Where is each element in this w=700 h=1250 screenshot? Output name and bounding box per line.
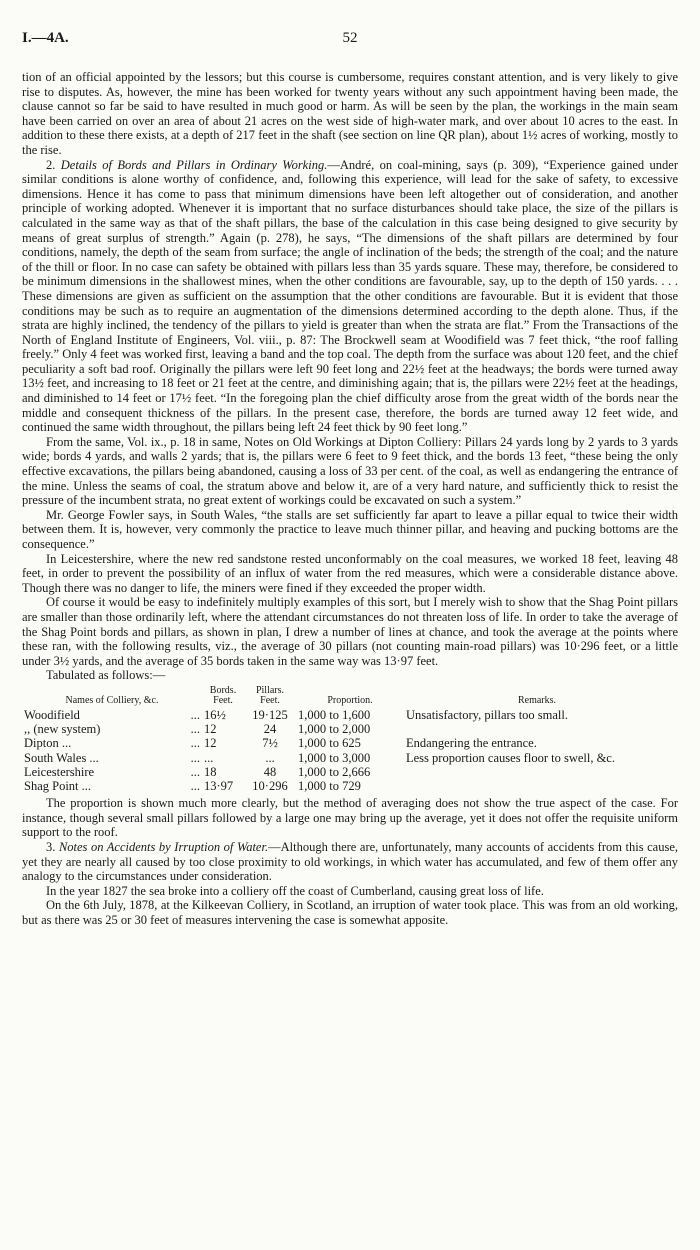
- row-dots: ...: [190, 750, 200, 765]
- paragraph-7: The proportion is shown much more clearly, but the method of averaging does not show the true aspect of the case. For instance, though several small pillars followed by a large one may bring up the average, yet it does not offer the requisite uniform support to the roof.: [22, 796, 678, 840]
- table-intro: Tabulated as follows:—: [46, 668, 166, 683]
- row-bords: 12: [204, 722, 217, 737]
- document-reference: I.—4A.: [22, 30, 69, 46]
- paragraph-5: In Leicestershire, where the new red sandstone rested unconformably on the coal measures, we worked 18 feet, leaving 48 feet, in order to prevent the possibility of an influx of water from the red measures, which were a considerable distance above. Though there was no danger to life, the miners were fined if they exceeded the proper width.: [22, 551, 678, 595]
- table-header-row: [22, 686, 670, 708]
- row-bords: 18: [204, 764, 217, 779]
- row-name: Dipton ...: [24, 736, 72, 751]
- header-pillars: Pillars. Feet.: [255, 684, 285, 706]
- row-bords: 13·97: [204, 778, 234, 793]
- paragraph-6: Of course it would be easy to indefinitely multiply examples of this sort, but I merely wish to show that the Shag Point pillars are smaller than those ordinarily left, where the attendant circumstances do not threaten loss of life. In order to take the average of the Shag Point bords and pillars, as shown in plan, I drew a number of lines at chance, and took the average at the points where these ran, with the following results, viz., the average of 30 pillars (not counting main-road pillars) was 10·296 feet, or a little under 3½ yards, and the average of 35 bords taken in the same way was 13·97 feet.: [22, 595, 678, 668]
- row-remarks: [404, 765, 670, 779]
- row-proportion: 1,000 to 625: [298, 736, 361, 751]
- table-row: [22, 779, 670, 793]
- paragraph-9: In the year 1827 the sea broke into a colliery off the coast of Cumberland, causing great loss of life.: [46, 883, 544, 898]
- page-header: [22, 30, 678, 54]
- row-pillars: 10·296: [252, 778, 288, 793]
- header-proportion: Proportion.: [327, 694, 373, 706]
- row-pillars: 7½: [262, 736, 278, 751]
- paragraph-8: [22, 840, 678, 884]
- section-number: 2.: [46, 157, 61, 172]
- table-row: [22, 722, 670, 736]
- row-pillars: ...: [265, 750, 275, 765]
- row-name: Leicestershire: [24, 764, 95, 779]
- row-proportion: 1,000 to 729: [298, 778, 361, 793]
- row-pillars: 24: [263, 722, 277, 737]
- row-dots: ...: [190, 707, 200, 722]
- section-number: 3.: [46, 839, 59, 854]
- row-remarks: [404, 779, 670, 793]
- row-name: Shag Point ...: [24, 778, 92, 793]
- paragraph-8-body: —Although there are, unfortunately, many accounts of accidents from this cause, yet they are nearly all caused by too close proximity to old workings, in which water has accumulated, and few of them offer any analogy to the circumstances under consideration.: [22, 839, 679, 884]
- paragraph-1: tion of an official appointed by the lessors; but this course is cumbersome, requires constant attention, and is very likely to give rise to disputes. As, however, the mine has been worked for twenty years without any such appointment having been made, the clause cannot so far be said to have resulted in much good or harm. As will be seen by the plan, the workings in the main seam have been carried on over an area of about 21 acres on the west side of high-water mark, and over about 10 acres to the east. In addition to these there exists, at a depth of 217 feet in the shaft (see section on line QR plan), about 1½ acres of working, mostly to the rise.: [22, 70, 678, 157]
- row-dots: ...: [190, 764, 200, 779]
- row-pillars: 19·125: [252, 707, 288, 722]
- table-row: [22, 765, 670, 779]
- row-proportion: 1,000 to 1,600: [298, 707, 371, 722]
- row-remarks: Less proportion causes floor to swell, &c.: [406, 750, 615, 765]
- section-title: Notes on Accidents by Irruption of Water.: [58, 839, 269, 854]
- header-name: Names of Colliery, &c.: [65, 694, 159, 706]
- row-dots: ...: [190, 736, 200, 751]
- colliery-table: [22, 686, 670, 793]
- row-name: South Wales ...: [24, 750, 99, 765]
- row-bords: 16½: [204, 707, 226, 722]
- header-remarks: Remarks.: [517, 694, 557, 706]
- table-row: [22, 751, 670, 765]
- paragraph-2-body: —André, on coal-mining, says (p. 309), “Experience gained under similar conditions is alone worthy of confidence, and, following this experience, will lead for the sake of safety, to excessive dimensions. Hence it has come to pass that minimum dimensions have been left altogether out of consideration, and another principle of working adopted. Whenever it is important that no surface disturbances should take place, the size of the pillars is calculated in the same way as that of the shaft pillars, the base of the calculation in this case being designed to give security by means of great surplus of strength.” Again (p. 278), he says, “The dimensions of the shaft pillars are determined by four conditions, namely, the depth of the seam from surface; the angle of inclination of the beds; the strength of the coal; and the nature of the thill or floor. In no case can safety be obtained with pillars less than 35 yards square. These may, therefore, be considered to be minimum dimensions in the shallowest mines, when the other conditions are favourable, say, up to the depth of 150 yards. . . . These dimensions are given as sufficient on the assumption that the other conditions are favourable. But it is evident that those conditions may be such as to require an augmentation of the dimensions determined according to the depth alone. Thus, if the strata are highly inclined, the tendency of the pillars to yield is greater than when the strata are flat.” From the Transactions of the North of England Institute of Engineers, Vol. viii., p. 87: The Brockwell seam at Woodifield was 7 feet thick, “the roof falling freely.” Only 4 feet was worked first, leaving a band and the top coal. The depth from the surface was about 120 feet, and the chief peculiarity a soft bad roof. Originally the pillars were left 90 feet long and 22½ feet at the headways; the bords were turned away 13½ feet, and increasing to 18 feet or 21 feet at the centre, and diminishing again; that is, the pillars were 22½ feet at the headings, and diminished to 14 feet or 17½ feet. “In the foregoing plan the chief difficulty arose from the great width of the bords near the middle and consequent thickness of the pillars. In the present case, therefore, the bords are turned away 12 feet wide, and continued the same width throughout, the pillars being left 24 feet thick by 90 feet long.”: [22, 157, 678, 435]
- row-proportion: 1,000 to 2,000: [298, 722, 371, 737]
- row-name: ,, (new system): [24, 722, 101, 737]
- row-dots: ...: [190, 778, 200, 793]
- paragraph-4: Mr. George Fowler says, in South Wales, “the stalls are set sufficiently far apart to leave a pillar equal to twice their width between them. It is, however, very commonly the practice to leave much thinner pillar, and heaving and pucking bottoms are the consequence.”: [22, 507, 678, 551]
- page-number: 52: [342, 30, 358, 46]
- row-proportion: 1,000 to 2,666: [298, 764, 371, 779]
- table-row: [22, 708, 670, 722]
- row-dots: ...: [190, 722, 200, 737]
- row-remarks: Endangering the entrance.: [406, 736, 537, 751]
- row-remarks: [404, 722, 670, 736]
- table-row: [22, 736, 670, 750]
- row-remarks: Unsatisfactory, pillars too small.: [406, 707, 569, 722]
- paragraph-3: From the same, Vol. ix., p. 18 in same, Notes on Old Workings at Dipton Colliery: Pillars 24 yards long by 2 yards to 3 yards wide; bords 4 yards, and walls 2 yards; that is, the pillars were 6 feet to 9 feet thick, and the bords 13 feet, “these being the only effective excavations, the pillars being abandoned, causing a loss of 33 per cent. of the coal, as well as endangering the entrance of the mine. Unless the seams of coal, the stratum above and below it, are of a very hard nature, and sufficiently thick to resist the pressure of the incumbent strata, no great extent of workings could be excavated on such a system.”: [22, 434, 678, 508]
- header-bords: Bords. Feet.: [209, 684, 237, 706]
- row-bords: ...: [204, 750, 214, 765]
- paragraph-2: [22, 158, 678, 435]
- row-bords: 12: [204, 736, 217, 751]
- row-name: Woodifield: [24, 707, 80, 722]
- row-pillars: 48: [263, 764, 277, 779]
- body-text: [22, 70, 678, 928]
- section-title: Details of Bords and Pillars in Ordinary Working.: [60, 157, 328, 172]
- row-proportion: 1,000 to 3,000: [298, 750, 371, 765]
- paragraph-10: On the 6th July, 1878, at the Kilkeevan Colliery, in Scotland, an irruption of water took place. This was from an old working, but as there was 25 or 30 feet of measures intervening the case is somewhat apposite.: [22, 898, 678, 927]
